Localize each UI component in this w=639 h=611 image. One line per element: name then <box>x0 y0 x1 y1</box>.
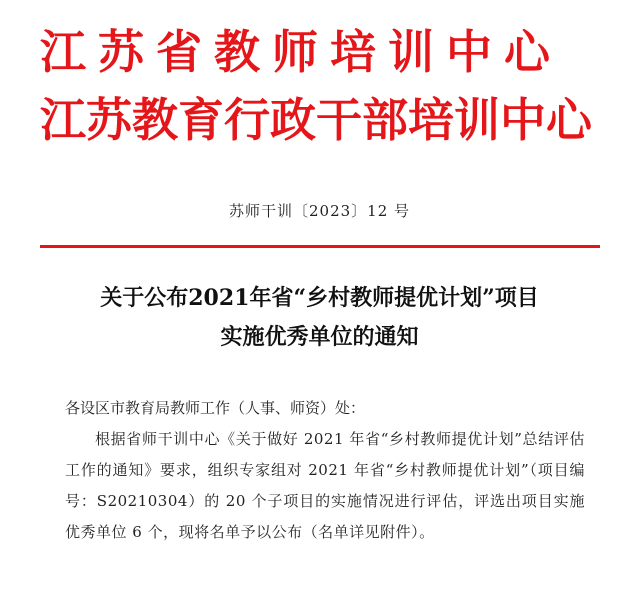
salutation: 各设区市教育局教师工作（人事、师资）处： <box>65 399 366 417</box>
body-paragraph: 根据省师干训中心《关于做好 2021 年省“乡村教师提优计划”总结评估工作的通知》要求，组织专家组对 2021 年省“乡村教师提优计划”（项目编号：S20210304）的 20 个子项目的实施情况进行评估，评选出项目实施优秀单位 6 个，现将名单予以公布（名单详见附件）。 <box>65 430 585 541</box>
document-number: 苏师干训〔2023〕12 号 <box>228 202 411 220</box>
issuing-org-line-2: 江苏教育行政干部培训中心 <box>40 94 592 146</box>
notice-title-line-1: 关于公布2021年省“乡村教师提优计划”项目 <box>100 285 539 311</box>
issuing-org-line-1: 江苏省教师培训中心 <box>40 26 562 78</box>
notice-title-line-2: 实施优秀单位的通知 <box>220 324 419 350</box>
red-divider-line <box>40 245 600 248</box>
